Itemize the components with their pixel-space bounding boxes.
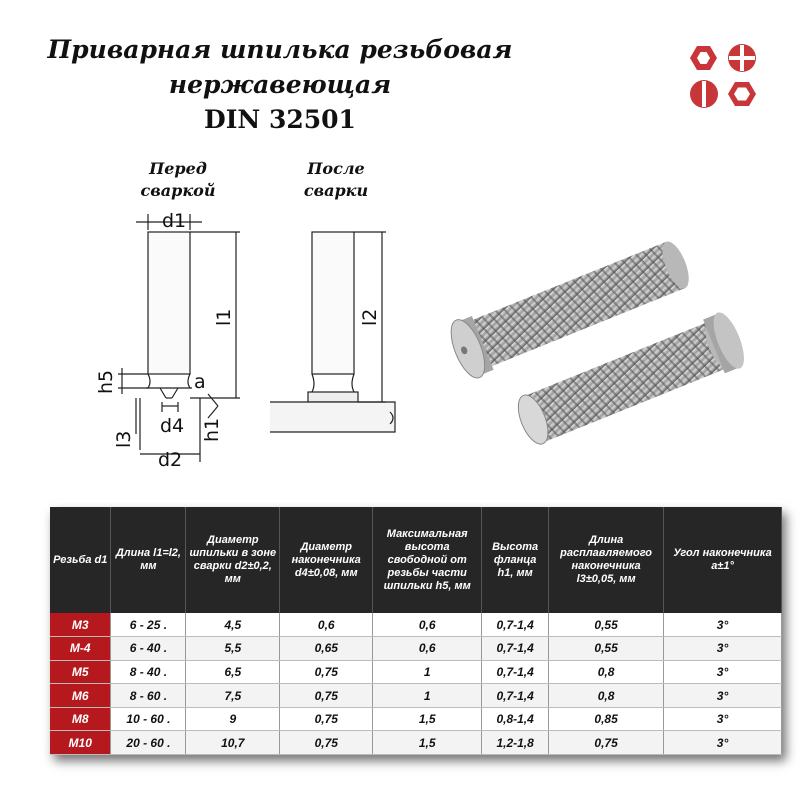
cell: 0,7-1,4 [482,684,549,708]
cell: 0,75 [280,707,373,731]
cell-thread: M5 [50,660,111,684]
dim-l2: l2 [359,308,381,326]
dim-l3: l3 [113,430,135,448]
cell: 3° [664,660,782,684]
before-label-2: сваркой [140,181,216,200]
cell: 1 [373,684,482,708]
cell: 0,75 [280,684,373,708]
cell: 0,6 [373,613,482,637]
cell: 0,75 [549,731,664,755]
header-length: Длина l1=l2, мм [111,507,186,613]
header-tip-length: Длина расплавляемого наконечника l3±0,05, мм [549,507,664,613]
cell: 3° [664,707,782,731]
dim-d2: d2 [158,449,183,471]
cell-thread: M10 [50,731,111,755]
header-max-height: Максимальная высота свободной от резьбы части шпильки h5, мм [373,507,482,613]
cell: 9 [186,707,280,731]
dim-d4: d4 [160,415,185,437]
cell: 0,85 [549,707,664,731]
cell: 6 - 40 . [111,637,186,661]
header-weld-diameter: Диаметр шпильки в зоне сварки d2±0,2, мм [186,507,280,613]
cell: 0,7-1,4 [482,660,549,684]
dim-h5: h5 [95,369,117,394]
cell: 1 [373,660,482,684]
cell: 1,2-1,8 [482,731,549,755]
after-label-2: сварки [303,181,369,200]
cell: 0,6 [280,613,373,637]
cell: 20 - 60 . [111,731,186,755]
cell: 1,5 [373,731,482,755]
cell-thread: M3 [50,613,111,637]
hex-nut-logo-icon [686,40,760,112]
cell: 6 - 25 . [111,613,186,637]
cell: 10 - 60 . [111,707,186,731]
title-line-3: DIN 32501 [204,105,356,134]
cell: 0,75 [280,660,373,684]
table-row [50,613,782,637]
cell: 3° [664,637,782,661]
cell: 5,5 [186,637,280,661]
specification-table [50,507,782,755]
cell: 4,5 [186,613,280,637]
dim-l1: l1 [213,308,235,326]
cell: 3° [664,613,782,637]
cell: 0,65 [280,637,373,661]
cell: 1,5 [373,707,482,731]
cell-thread: M6 [50,684,111,708]
cell: 0,6 [373,637,482,661]
cell: 3° [664,731,782,755]
header-tip-angle: Угол наконечника a±1° [664,507,782,613]
dim-d1: d1 [162,210,187,232]
cell: 0,75 [280,731,373,755]
cell: 3° [664,684,782,708]
cell: 0,55 [549,613,664,637]
cell: 10,7 [186,731,280,755]
table-row [50,684,782,708]
title-line-2: нержавеющая [168,70,392,99]
cell: 0,8 [549,660,664,684]
header-tip-diameter: Диаметр наконечника d4±0,08, мм [280,507,373,613]
header-flange-height: Высота фланца h1, мм [482,507,549,613]
cell: 0,55 [549,637,664,661]
stud-photo [440,190,770,450]
table-row [50,731,782,755]
cell: 0,7-1,4 [482,613,549,637]
cell: 7,5 [186,684,280,708]
table-row [50,660,782,684]
cell: 0,8 [549,684,664,708]
page-title [20,32,540,137]
header-thread: Резьба d1 [50,507,111,613]
cell: 8 - 60 . [111,684,186,708]
cell-thread: M-4 [50,637,111,661]
table-row [50,707,782,731]
cell: 0,7-1,4 [482,637,549,661]
dim-h1: h1 [201,417,223,442]
table-row [50,637,782,661]
cell-thread: M8 [50,707,111,731]
cell: 8 - 40 . [111,660,186,684]
cell: 0,8-1,4 [482,707,549,731]
technical-drawing [90,150,420,480]
before-label-1: Перед [149,159,207,178]
table-header-row [50,507,782,613]
cell: 6,5 [186,660,280,684]
dim-a: a [194,371,206,393]
after-label-1: После [307,159,365,178]
title-line-1: Приварная шпилька резьбовая [47,35,513,64]
